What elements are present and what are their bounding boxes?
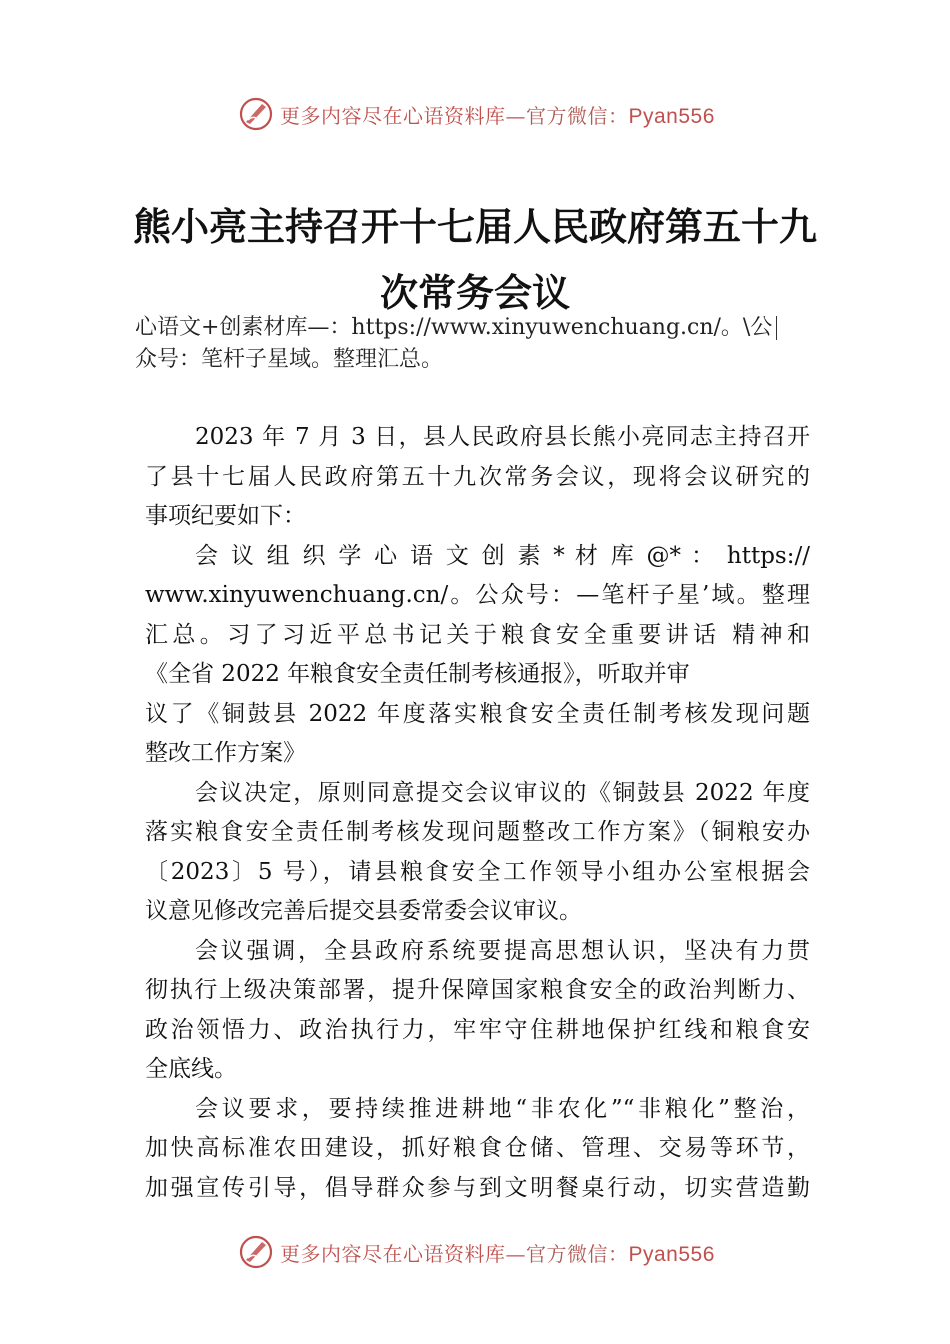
body-line: 全底线。 xyxy=(145,1056,237,1082)
source-note-line: 众号：笔杆子星域。整理汇总。 xyxy=(135,347,444,372)
watermark-text: 更多内容尽在心语资料库—官方微信：Pyan556 xyxy=(280,103,715,128)
body-line: 2023 年 7 月 3 日，县人民政府县长熊小亮同志主持召开 xyxy=(195,424,810,450)
body-line: 了县十七届人民政府第五十九次常务会议，现将会议研究的 xyxy=(145,463,810,490)
body-line: 〔2023〕5 号），请县粮食安全工作领导小组办公室根据会 xyxy=(145,858,810,885)
footer-watermark-banner xyxy=(0,1232,950,1272)
body-line: 会议要求，要持续推进耕地“非农化”“非粮化”整治， xyxy=(195,1095,810,1122)
body-line: 加强宣传引导，倡导群众参与到文明餐桌行动，切实营造勤 xyxy=(145,1174,810,1201)
watermark-text: 更多内容尽在心语资料库—官方微信：Pyan556 xyxy=(280,1241,715,1266)
body-line: 落实粮食安全责任制考核发现问题整改工作方案》（铜粮安办 xyxy=(145,819,810,845)
brush-logo-icon xyxy=(238,1234,274,1270)
body-line: 《全省 2022 年粮食安全责任制考核通报》，听取并审 xyxy=(145,661,690,687)
body-line: 会议强调，全县政府系统要提高思想认识，坚决有力贯 xyxy=(195,937,810,964)
brush-logo-icon xyxy=(238,96,274,132)
paragraph xyxy=(145,1090,810,1209)
header-watermark-banner xyxy=(0,94,950,134)
paragraph xyxy=(145,418,810,537)
paragraph xyxy=(145,932,810,1090)
body-line: 议了《铜鼓县 2022 年度落实粮食安全责任制考核发现问题 xyxy=(145,700,810,727)
body-line: 议意见修改完善后提交县委常委会议审议。 xyxy=(145,898,582,924)
body-line: 会议决定，原则同意提交会议审议的《铜鼓县 2022 年度 xyxy=(195,779,810,806)
body-line: www.xinyuwenchuang.cn/。公众号：—笔杆子星’域。整理 xyxy=(145,582,810,608)
paragraph xyxy=(145,774,810,932)
body-line: 整改工作方案》 xyxy=(145,740,306,766)
body-line: 汇总。习了习近平总书记关于粮食安全重要讲话 精神和 xyxy=(145,621,810,648)
body-line: 加快高标准农田建设，抓好粮食仓储、管理、交易等环节， xyxy=(145,1135,810,1161)
body-line: 事项纪要如下： xyxy=(145,503,306,529)
body-line: 彻执行上级决策部署，提升保障国家粮食安全的政治判断力、 xyxy=(145,977,810,1003)
source-note-line: 心语文+创素材库—：https://www.xinyuwenchuang.cn/。\公 xyxy=(135,312,847,344)
document-title-line-2: 次常务会议 xyxy=(379,271,570,315)
document-body xyxy=(145,418,810,1208)
paragraph xyxy=(145,537,810,774)
body-line: 会 议 组 织 学 心 语 文 创 素 * 材 库 @* ： https:// xyxy=(195,542,810,569)
body-line: 政治领悟力、政治执行力，牢牢守住耕地保护红线和粮食安 xyxy=(145,1016,810,1043)
document-title-line-1: 熊小亮主持召开十七届人民政府第五十九 xyxy=(132,205,817,249)
source-note xyxy=(135,312,847,376)
